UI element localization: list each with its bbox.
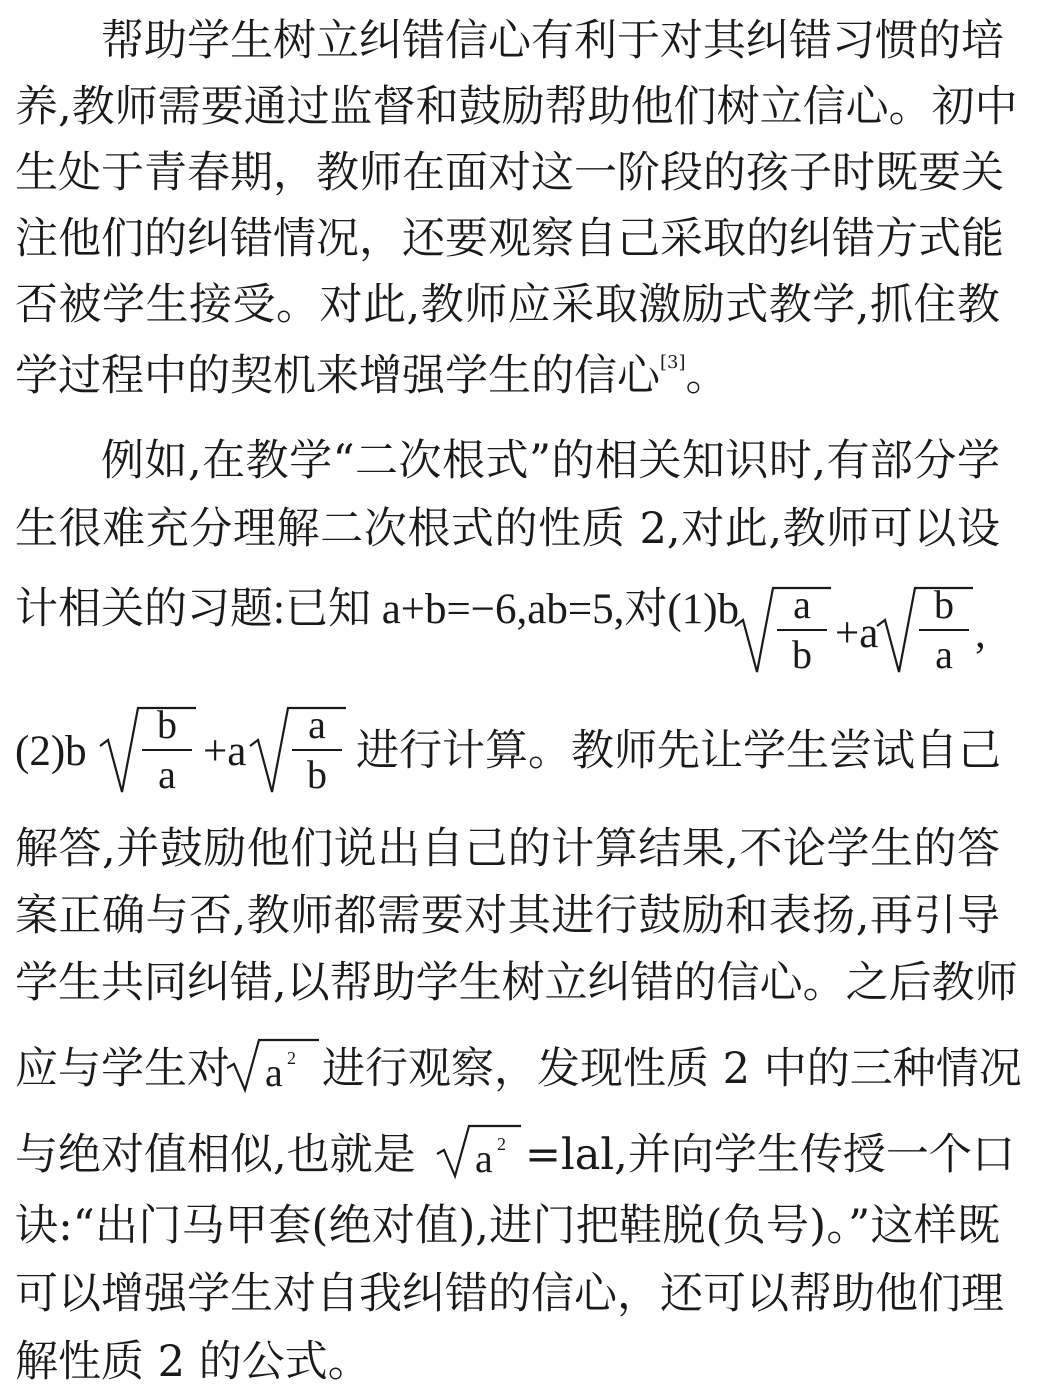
p2-line-8-start: 应与学生对 [15, 1044, 230, 1094]
p1-line-4: 注他们的纠错情况，还要观察自己采取的纠错方式能 [15, 214, 1004, 264]
p1-line-5: 否被学生接受。对此,教师应采取激励式教学,抓住教 [15, 280, 1000, 330]
p1-line-1: 帮助学生树立纠错信心有利于对其纠错习惯的培 [101, 16, 1004, 66]
p2-line-2: 生很难充分理解二次根式的性质 2,对此,教师可以设 [15, 504, 1000, 554]
frac2-den: a [935, 632, 953, 677]
sqrt-fraction-a-over-b-2 [248, 700, 348, 800]
plus-a-1: +a [835, 610, 879, 657]
p1-line-6 [15, 351, 1000, 401]
sqrt-fraction-b-over-a-1 [875, 580, 975, 680]
sqrt-a-squared-2 [435, 1122, 525, 1182]
frac1-num: a [793, 582, 811, 627]
frac2-num: b [934, 582, 954, 627]
sqrt-base-1: a [265, 1050, 283, 1095]
frac3-num: b [157, 702, 177, 747]
plus-a-2: +a [203, 728, 247, 775]
frac4-den: b [307, 752, 327, 797]
frac1-den: b [792, 632, 812, 677]
p1-line-6-end: 。 [685, 351, 729, 401]
exercise-text: 计相关的习题:已知 a+b=−6,ab=5,对(1)b [15, 586, 740, 633]
p1-line-6-text: 学过程中的契机来增强学生的信心 [15, 351, 660, 401]
citation-ref: [3] [660, 352, 686, 373]
sqrt-a-squared-1 [225, 1036, 325, 1096]
frac3-den: a [158, 752, 176, 797]
sqrt-base-2: a [475, 1136, 493, 1181]
p2-line-9-start: 与绝对值相似,也就是 [15, 1130, 416, 1180]
sqrt-fraction-b-over-a-2 [98, 700, 198, 800]
frac4-num: a [308, 702, 326, 747]
p2-line-4-text: 进行计算。教师先让学生尝试自己 [356, 726, 1001, 776]
p1-line-3: 生处于青春期，教师在面对这一阶段的孩子时既要关 [15, 148, 1004, 198]
p2-line-5: 解答,并鼓励他们说出自己的计算结果,不论学生的答 [15, 824, 1000, 874]
p2-line-6: 案正确与否,教师都需要对其进行鼓励和表扬,再引导 [15, 891, 1000, 941]
p2-line-9-end: =lal,并向学生传授一个口 [525, 1130, 1015, 1180]
p2-line-10: 诀:“出门马甲套(绝对值),进门把鞋脱(负号)。”这样既 [15, 1201, 1000, 1251]
sqrt-exp-1: 2 [287, 1048, 296, 1068]
p1-line-2: 养,教师需要通过监督和鼓励帮助他们树立信心。初中 [15, 82, 1018, 132]
sqrt-exp-2: 2 [497, 1134, 506, 1154]
p2-line-11: 可以增强学生对自我纠错的信心，还可以帮助他们理 [15, 1269, 1004, 1319]
p2-line-12: 解性质 2 的公式。 [15, 1337, 371, 1387]
p2-line-8-end: 进行观察，发现性质 2 中的三种情况 [322, 1044, 1022, 1094]
sqrt-fraction-a-over-b-1 [733, 580, 833, 680]
comma: , [975, 610, 986, 657]
p2-line-1: 例如,在教学“二次根式”的相关知识时,有部分学 [101, 436, 1000, 486]
item-2-label: (2)b [15, 728, 87, 775]
p2-line-7: 学生共同纠错,以帮助学生树立纠错的信心。之后教师 [15, 958, 1018, 1008]
